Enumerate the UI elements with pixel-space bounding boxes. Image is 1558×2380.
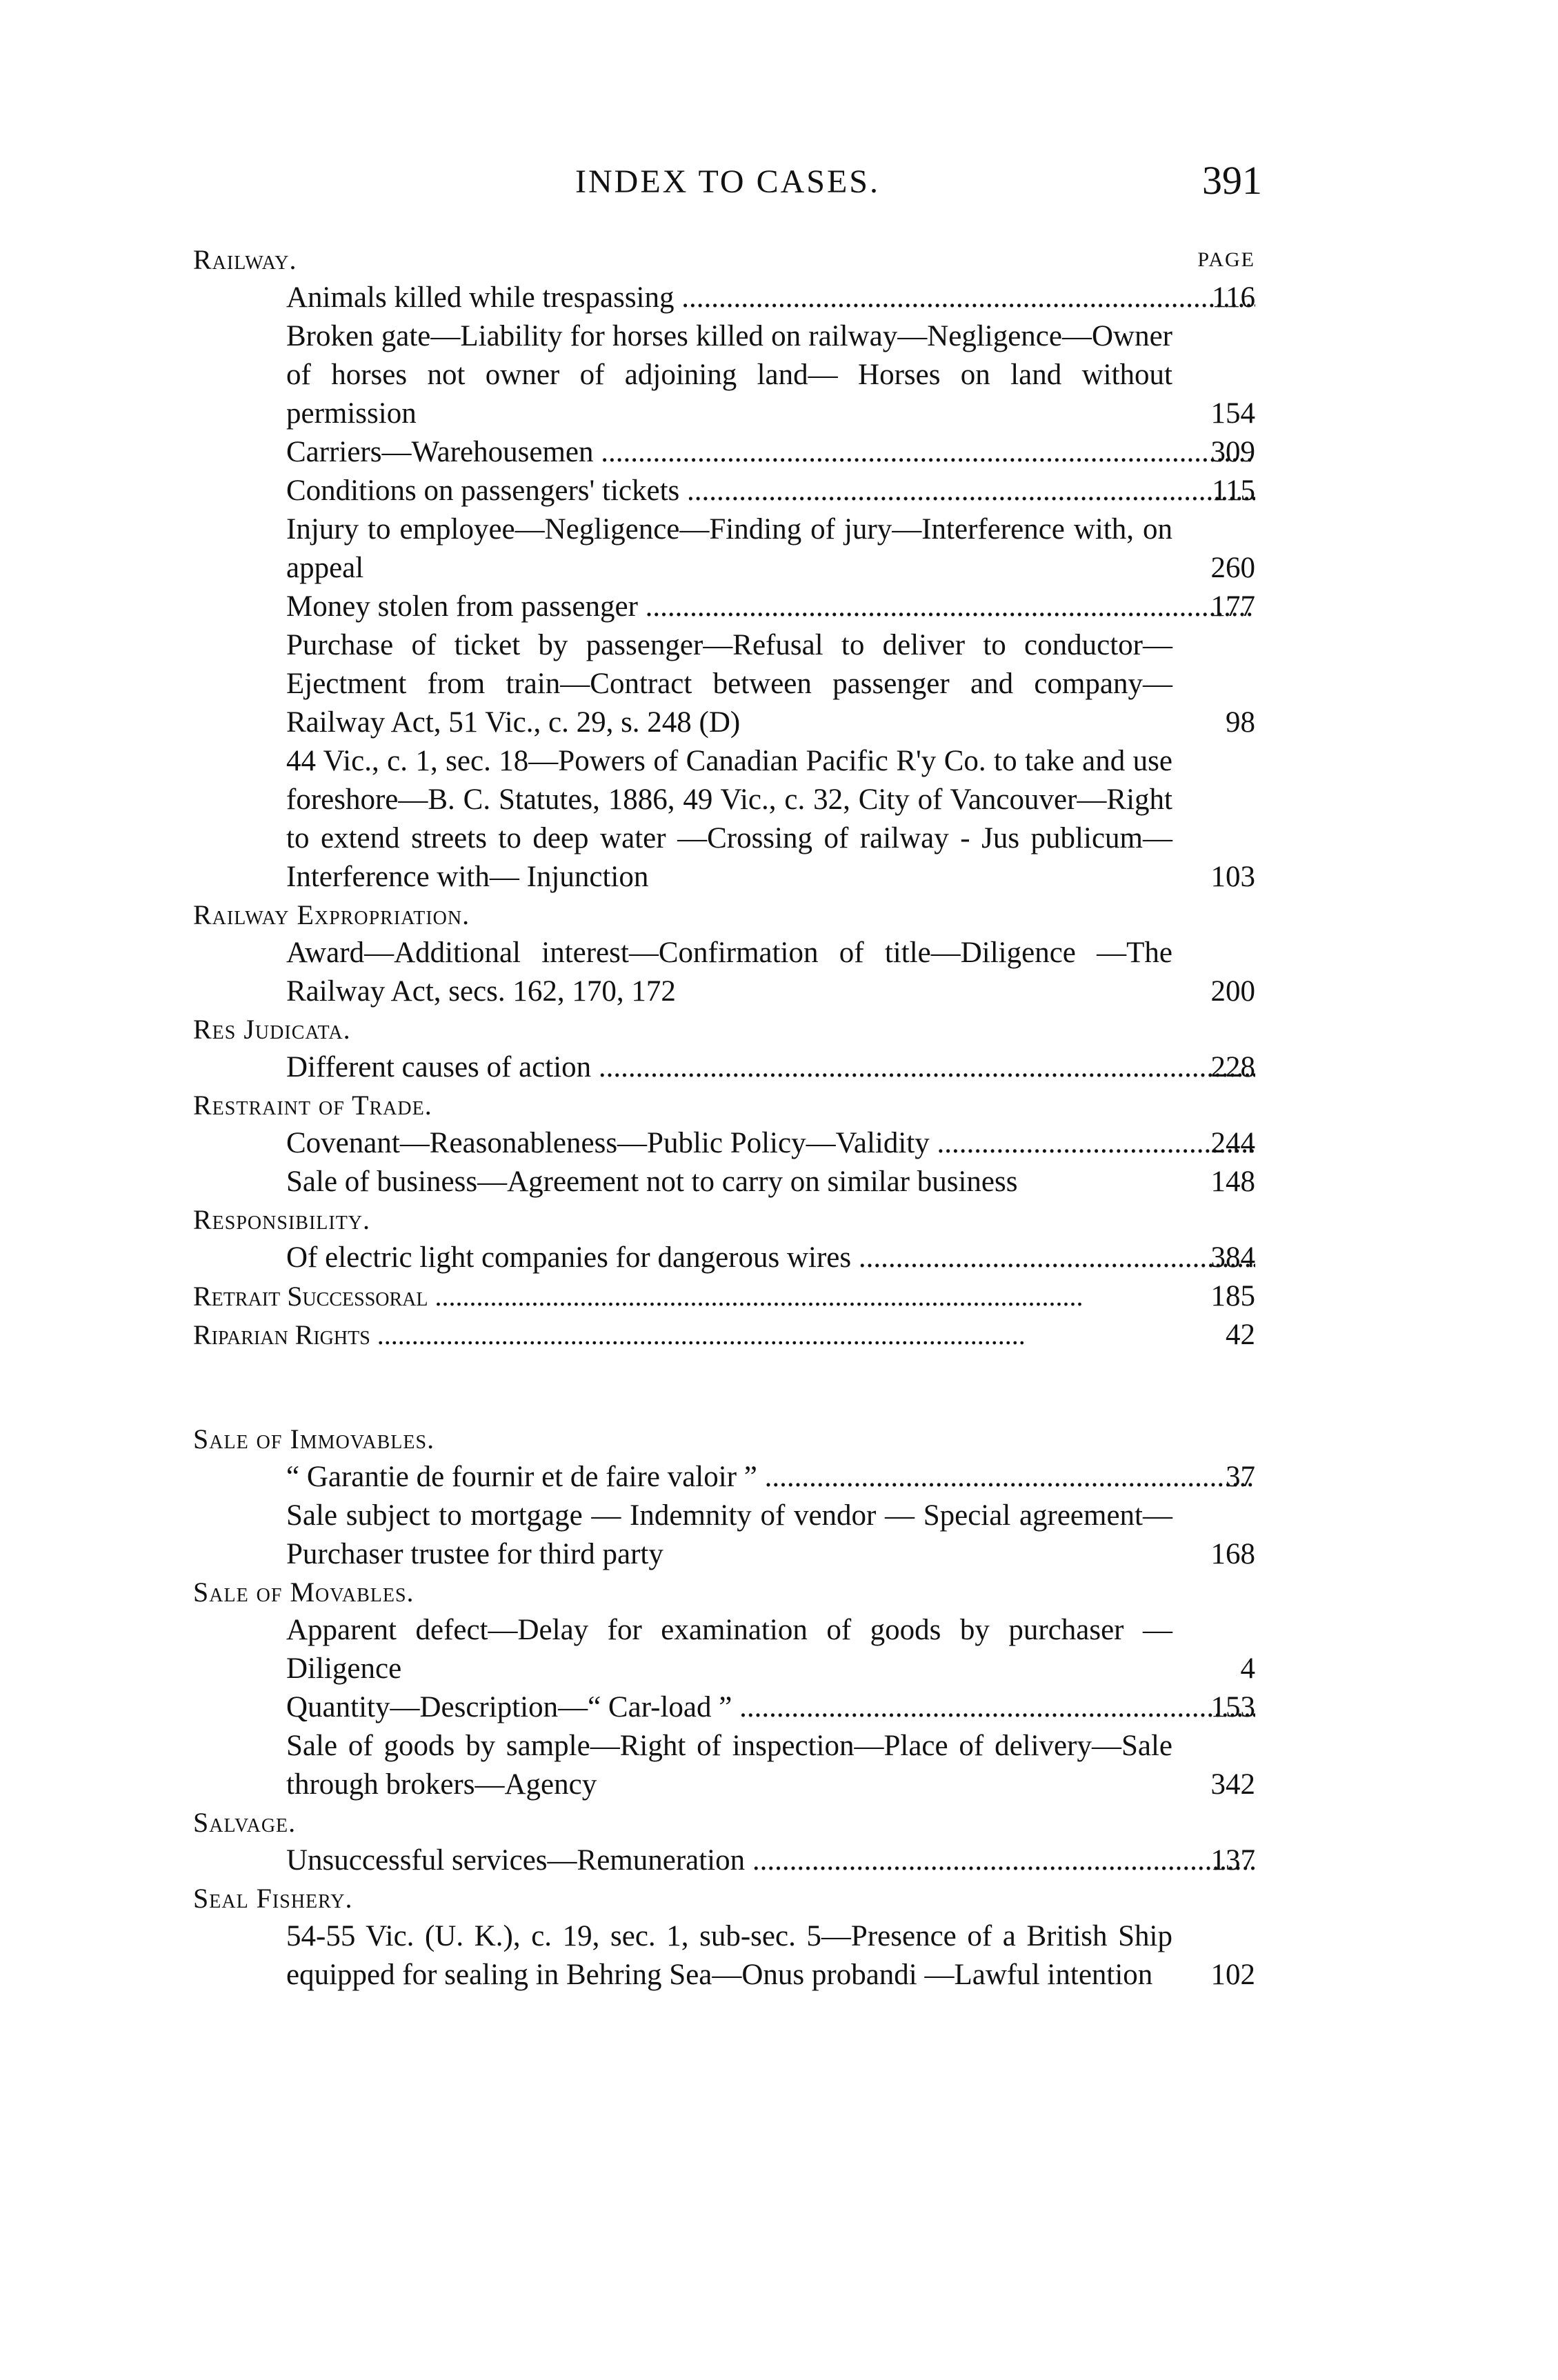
index-entry: Award—Additional interest—Confirmation of title—Diligence —The Railway Act, secs. 162, 170, 172 200 [193, 934, 1255, 1011]
index-entry: Quantity—Description—“ Car-load ” ..... 153 [193, 1688, 1255, 1727]
section-sale-of-movables [193, 1574, 1255, 1804]
index-entry: Covenant—Reasonableness—Public Policy—Validity ..... 244 [193, 1124, 1255, 1163]
page-ref: 116 [1212, 281, 1255, 314]
section-seal-fishery [193, 1880, 1255, 1994]
section-salvage [193, 1804, 1255, 1880]
section-heading: Responsibility. [193, 1204, 371, 1235]
index-entry: Of electric light companies for dangerous wires ..... 384 [193, 1239, 1255, 1277]
section-res-judicata [193, 1011, 1255, 1087]
index-entry: 44 Vic., c. 1, sec. 18—Powers of Canadian Pacific R'y Co. to take and use foreshore—B. C. Statutes, 1886, 49 Vic., c. 32, City of Vancouver—Right to extend streets to deep water —Crossing of railway - Jus publicum—Interference with— Injunction 103 [193, 742, 1255, 897]
section-heading: Sale of Immovables. [193, 1423, 435, 1454]
section-heading: Res Judicata. [193, 1014, 351, 1045]
page-ref: 200 [1210, 975, 1255, 1008]
page-ref: 342 [1210, 1768, 1255, 1801]
section-responsibility [193, 1201, 1255, 1277]
page-ref: 37 [1226, 1461, 1255, 1493]
running-title: INDEX TO CASES. [575, 163, 880, 200]
index-entry: 54-55 Vic. (U. K.), c. 19, sec. 1, sub-sec. 5—Presence of a British Ship equipped for sealing in Behring Sea—Onus probandi —Lawful intention 102 [193, 1917, 1255, 1994]
page-ref: 137 [1210, 1844, 1255, 1877]
index-entry: Different causes of action ..... 228 [193, 1048, 1255, 1087]
section-heading: Sale of Movables. [193, 1577, 415, 1608]
page-ref: 148 [1210, 1166, 1255, 1198]
index-entry: Animals killed while trespassing ..... 116 [193, 279, 1255, 317]
index-entry: Sale subject to mortgage — Indemnity of vendor — Special agreement—Purchaser trustee for third party 168 [193, 1497, 1255, 1574]
index-entry: Carriers—Warehousemen ..... 309 [193, 433, 1255, 472]
section-heading: Railway. [193, 244, 297, 275]
page-ref: 260 [1210, 552, 1255, 584]
page-ref: 177 [1210, 590, 1255, 623]
index-entry: Sale of business—Agreement not to carry on similar business 148 [193, 1163, 1255, 1201]
page-ref: 244 [1210, 1127, 1255, 1159]
page-ref: 98 [1226, 706, 1255, 739]
page-ref: 42 [1226, 1319, 1255, 1351]
section-sale-of-immovables [193, 1421, 1255, 1574]
page-ref: 185 [1210, 1280, 1255, 1312]
section-heading: Seal Fishery. [193, 1883, 353, 1914]
page-ref: 153 [1210, 1691, 1255, 1723]
section-restraint-of-trade [193, 1087, 1255, 1201]
index-entry: Apparent defect—Delay for examination of goods by purchaser —Diligence 4 [193, 1611, 1255, 1688]
index-entry: “ Garantie de fournir et de faire valoir ” ..... 37 [193, 1458, 1255, 1497]
section-heading: Railway Expropriation. [193, 899, 470, 930]
section-heading: Restraint of Trade. [193, 1090, 432, 1121]
section-railway [193, 241, 1255, 897]
index-entry: Purchase of ticket by passenger—Refusal to deliver to conductor—Ejectment from train—Contract between passenger and company—Railway Act, 51 Vic., c. 29, s. 248 (D) 98 [193, 626, 1255, 742]
index-entry: Conditions on passengers' tickets ..... 115 [193, 472, 1255, 510]
page-ref: 4 [1240, 1652, 1255, 1685]
page-ref: 154 [1210, 397, 1255, 430]
page-ref: 115 [1212, 474, 1255, 507]
index-list [193, 241, 1255, 1994]
page-ref: 228 [1210, 1051, 1255, 1083]
index-entry: Money stolen from passenger ..... 177 [193, 588, 1255, 626]
page-number: 391 [1202, 158, 1262, 203]
page-ref: 103 [1210, 861, 1255, 893]
direct-entry-riparian-rights: Riparian Rights ..... 42 [193, 1316, 1255, 1354]
direct-entry-retrait-successoral: Retrait Successoral ..... 185 [193, 1277, 1255, 1316]
page-header [193, 157, 1262, 206]
page-ref: 102 [1210, 1959, 1255, 1991]
page-ref: 384 [1210, 1241, 1255, 1274]
section-heading: Salvage. [193, 1807, 297, 1838]
index-entry: Unsuccessful services—Remuneration ..... 137 [193, 1841, 1255, 1880]
section-railway-expropriation [193, 897, 1255, 1011]
page-ref: 309 [1210, 436, 1255, 468]
page-ref: 168 [1210, 1538, 1255, 1570]
page-column-label: PAGE [1197, 248, 1255, 271]
index-entry: Injury to employee—Negligence—Finding of jury—Interference with, on appeal 260 [193, 510, 1255, 588]
section-gap [193, 1354, 1255, 1421]
index-entry: Broken gate—Liability for horses killed on railway—Negligence—Owner of horses not owner of adjoining land— Horses on land without permission 154 [193, 317, 1255, 433]
index-entry: Sale of goods by sample—Right of inspection—Place of delivery—Sale through brokers—Agency 342 [193, 1727, 1255, 1804]
